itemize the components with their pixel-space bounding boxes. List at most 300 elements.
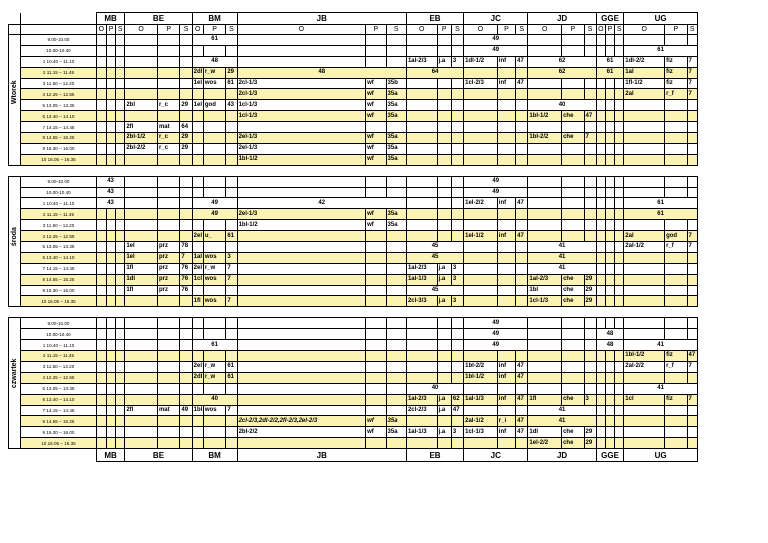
schedule-cell [237, 351, 366, 362]
footer-gge: GGE [596, 449, 624, 462]
schedule-cell: 49 [464, 318, 528, 329]
schedule-cell [615, 394, 624, 405]
schedule-cell: 61 [192, 35, 237, 46]
schedule-cell [157, 318, 179, 329]
schedule-cell: 2el-1/3 [237, 209, 366, 220]
schedule-cell [366, 394, 386, 405]
schedule-cell: 1bl-1/2 [237, 154, 366, 165]
schedule-cell [237, 405, 366, 416]
schedule-cell: 62 [528, 56, 596, 67]
schedule-cell: 7 [226, 274, 237, 285]
schedule-cell: 7 [687, 361, 697, 372]
time-slot: 3 11.50 – 12.20 [21, 78, 97, 89]
schedule-cell [116, 100, 125, 111]
schedule-cell [596, 372, 605, 383]
schedule-cell: 2el [192, 263, 203, 274]
schedule-cell [157, 438, 179, 449]
schedule-cell [624, 274, 665, 285]
schedule-cell [497, 383, 515, 394]
schedule-cell [157, 45, 179, 56]
schedule-cell: 47 [584, 111, 596, 122]
schedule-cell [96, 100, 106, 111]
schedule-cell [615, 285, 624, 296]
schedule-cell [516, 296, 528, 307]
schedule-cell [596, 416, 605, 427]
schedule-cell [605, 231, 614, 242]
schedule-cell [157, 220, 179, 231]
schedule-cell [192, 143, 203, 154]
col-bm: BM [192, 13, 237, 25]
schedule-cell [605, 89, 614, 100]
schedule-cell [464, 263, 498, 274]
schedule-cell [237, 296, 366, 307]
schedule-cell: 2bl [125, 100, 158, 111]
schedule-cell: O [406, 25, 437, 35]
schedule-cell [615, 361, 624, 372]
schedule-cell [437, 111, 451, 122]
col-be: BE [125, 13, 192, 25]
schedule-cell [596, 351, 605, 362]
schedule-cell [180, 340, 192, 351]
schedule-cell [605, 154, 614, 165]
schedule-cell [516, 263, 528, 274]
schedule-cell [237, 372, 366, 383]
schedule-cell [437, 351, 451, 362]
schedule-cell [562, 143, 584, 154]
time-slot: 9.00-10.00 [21, 176, 97, 187]
schedule-cell: inf [497, 231, 515, 242]
schedule-cell [615, 176, 624, 187]
schedule-cell [125, 35, 158, 46]
schedule-cell [157, 394, 179, 405]
schedule-cell [157, 340, 179, 351]
schedule-cell [226, 133, 237, 144]
schedule-cell [157, 35, 179, 46]
schedule-cell: 1al-1/3 [464, 394, 498, 405]
footer-eb: EB [406, 449, 463, 462]
schedule-cell [516, 252, 528, 263]
schedule-cell: inf [497, 56, 515, 67]
schedule-cell [180, 438, 192, 449]
schedule-cell: r_f [665, 89, 687, 100]
schedule-cell [96, 242, 106, 253]
schedule-cell: 3 [226, 252, 237, 263]
schedule-cell: 64 [406, 67, 463, 78]
schedule-cell: 35a [386, 416, 406, 427]
schedule-cell [596, 242, 605, 253]
schedule-cell [226, 176, 237, 187]
schedule-cell [237, 263, 366, 274]
schedule-cell [125, 296, 158, 307]
schedule-cell: S [116, 25, 125, 35]
schedule-cell: 43 [96, 198, 125, 209]
schedule-cell: wf [366, 154, 386, 165]
schedule-cell: 7 [687, 242, 697, 253]
schedule-cell [687, 176, 697, 187]
schedule-cell: 61 [624, 198, 698, 209]
schedule-cell [437, 176, 451, 187]
schedule-cell [203, 220, 225, 231]
schedule-cell: 61 [624, 209, 698, 220]
schedule-cell: 1bl-1/2 [528, 111, 562, 122]
schedule-cell [180, 231, 192, 242]
time-slot: 4 12.25 – 12.55 [21, 231, 97, 242]
schedule-cell: prz [157, 242, 179, 253]
schedule-cell [366, 318, 386, 329]
schedule-cell: 41 [528, 252, 596, 263]
schedule-cell [584, 361, 596, 372]
schedule-cell [615, 143, 624, 154]
schedule-cell: 35a [386, 111, 406, 122]
schedule-cell [106, 143, 115, 154]
schedule-cell: S [687, 25, 697, 35]
schedule-cell [96, 372, 106, 383]
schedule-cell [497, 100, 515, 111]
schedule-cell: S [226, 25, 237, 35]
time-slot: 10.00-10.40 [21, 45, 97, 56]
schedule-cell [451, 122, 463, 133]
schedule-cell: inf [497, 427, 515, 438]
schedule-cell [180, 372, 192, 383]
schedule-cell [386, 122, 406, 133]
schedule-cell: j.a [437, 296, 451, 307]
time-slot: 5 13.05 – 13.35 [21, 100, 97, 111]
schedule-cell: 29 [584, 427, 596, 438]
schedule-cell: 48 [596, 340, 624, 351]
time-slot: 5 13.05 – 13.35 [21, 242, 97, 253]
schedule-cell [96, 263, 106, 274]
col-ug: UG [624, 13, 698, 25]
schedule-cell: 7 [687, 89, 697, 100]
schedule-cell: fiz [665, 351, 687, 362]
schedule-cell [516, 111, 528, 122]
schedule-cell [180, 187, 192, 198]
schedule-cell [125, 329, 158, 340]
schedule-cell: inf [497, 394, 515, 405]
schedule-cell [96, 154, 106, 165]
schedule-cell [624, 154, 665, 165]
time-slot: 10 16.05 – 16.35 [21, 154, 97, 165]
schedule-cell [180, 361, 192, 372]
schedule-cell [615, 231, 624, 242]
schedule-cell [226, 122, 237, 133]
schedule-cell [157, 351, 179, 362]
schedule-cell [366, 35, 386, 46]
schedule-cell [237, 361, 366, 372]
schedule-cell [106, 329, 115, 340]
schedule-cell: 2el-1/3 [237, 133, 366, 144]
schedule-cell [464, 252, 498, 263]
schedule-cell [226, 45, 237, 56]
schedule-cell [116, 67, 125, 78]
schedule-cell [125, 154, 158, 165]
schedule-cell [386, 438, 406, 449]
schedule-cell [665, 274, 687, 285]
schedule-cell [584, 340, 596, 351]
schedule-cell [96, 340, 106, 351]
schedule-cell [237, 394, 366, 405]
schedule-cell [584, 35, 596, 46]
schedule-cell [528, 329, 562, 340]
schedule-cell [406, 198, 437, 209]
schedule-cell [96, 274, 106, 285]
schedule-cell [687, 263, 697, 274]
schedule-cell [116, 329, 125, 340]
schedule-cell [516, 154, 528, 165]
schedule-cell [116, 252, 125, 263]
schedule-cell [386, 231, 406, 242]
schedule-cell [106, 154, 115, 165]
schedule-cell: 41 [528, 263, 596, 274]
time-slot: 9.00-10.00 [21, 318, 97, 329]
schedule-cell [687, 285, 697, 296]
schedule-cell [497, 122, 515, 133]
schedule-cell: wf [366, 100, 386, 111]
schedule-cell: 1fl-1/2 [624, 78, 665, 89]
schedule-cell [451, 318, 463, 329]
schedule-cell [386, 329, 406, 340]
col-gge: GGE [596, 13, 624, 25]
schedule-cell [106, 231, 115, 242]
footer-jd: JD [528, 449, 596, 462]
schedule-cell [605, 242, 614, 253]
schedule-cell [584, 187, 596, 198]
schedule-cell [596, 89, 605, 100]
schedule-cell: 1bl-1/2 [624, 351, 665, 362]
schedule-cell [237, 318, 366, 329]
schedule-cell: 29 [180, 133, 192, 144]
schedule-cell [203, 416, 225, 427]
schedule-cell [624, 318, 665, 329]
schedule-cell [665, 405, 687, 416]
schedule-cell [21, 449, 97, 462]
schedule-cell [226, 416, 237, 427]
schedule-cell: 2cl-2/3,2dl-2/2,2fl-2/3,2el-2/3 [237, 416, 366, 427]
schedule-cell [406, 372, 437, 383]
schedule-cell [192, 187, 203, 198]
schedule-cell: 1bl-2/2 [464, 361, 498, 372]
schedule-cell [386, 351, 406, 362]
schedule-cell [203, 176, 225, 187]
schedule-cell [9, 165, 698, 176]
schedule-cell: 35a [386, 143, 406, 154]
schedule-cell [406, 45, 437, 56]
schedule-cell [116, 220, 125, 231]
schedule-cell: 1al-2/3 [406, 263, 437, 274]
schedule-cell [596, 100, 605, 111]
schedule-cell [96, 394, 106, 405]
schedule-cell [386, 318, 406, 329]
schedule-cell: 2bl-1/2 [125, 133, 158, 144]
schedule-cell [237, 187, 366, 198]
schedule-cell [96, 89, 106, 100]
schedule-cell: 2al-1/2 [464, 416, 498, 427]
schedule-cell [687, 438, 697, 449]
schedule-cell [116, 231, 125, 242]
schedule-cell [226, 318, 237, 329]
schedule-cell [106, 242, 115, 253]
schedule-cell [451, 198, 463, 209]
schedule-cell [624, 252, 665, 263]
schedule-cell: P [366, 25, 386, 35]
schedule-cell [437, 340, 451, 351]
schedule-cell [665, 111, 687, 122]
schedule-cell [687, 405, 697, 416]
schedule-cell [125, 111, 158, 122]
schedule-cell [665, 187, 687, 198]
schedule-cell [437, 154, 451, 165]
schedule-cell [116, 89, 125, 100]
schedule-cell [96, 405, 106, 416]
schedule-cell: 49 [464, 340, 528, 351]
schedule-cell [406, 176, 437, 187]
schedule-cell [157, 176, 179, 187]
schedule-cell [192, 438, 203, 449]
schedule-cell: 7 [584, 133, 596, 144]
schedule-cell: 61 [226, 231, 237, 242]
schedule-cell: O [624, 25, 665, 35]
schedule-cell [406, 416, 437, 427]
schedule-cell: 62 [451, 394, 463, 405]
schedule-cell [226, 438, 237, 449]
schedule-cell [106, 274, 115, 285]
schedule-cell [451, 154, 463, 165]
time-slot: 10 16.05 – 16.35 [21, 438, 97, 449]
schedule-cell [437, 133, 451, 144]
schedule-cell: wf [366, 89, 386, 100]
schedule-cell: r_w [203, 372, 225, 383]
schedule-cell [562, 154, 584, 165]
schedule-cell [687, 100, 697, 111]
schedule-cell [497, 405, 515, 416]
schedule-cell [386, 252, 406, 263]
time-slot: 1 10.40 – 11.10 [21, 198, 97, 209]
schedule-cell [116, 154, 125, 165]
schedule-cell [96, 416, 106, 427]
schedule-cell [615, 427, 624, 438]
schedule-cell: 1bl-1/2 [464, 372, 498, 383]
schedule-cell [687, 143, 697, 154]
schedule-cell [516, 351, 528, 362]
time-slot: 8 14.55 – 15.25 [21, 274, 97, 285]
schedule-cell [464, 111, 498, 122]
schedule-cell: 2fl [125, 122, 158, 133]
schedule-cell: inf [497, 78, 515, 89]
schedule-cell [116, 263, 125, 274]
schedule-cell [562, 198, 584, 209]
schedule-cell [237, 231, 366, 242]
schedule-cell [106, 45, 115, 56]
schedule-cell: 1cl [624, 394, 665, 405]
schedule-cell: 61 [624, 45, 698, 56]
schedule-cell: O [192, 25, 203, 35]
schedule-cell [116, 111, 125, 122]
schedule-cell [437, 372, 451, 383]
schedule-cell [605, 45, 614, 56]
schedule-cell: 1al-2/3 [528, 274, 562, 285]
schedule-cell [96, 252, 106, 263]
schedule-cell [366, 438, 386, 449]
schedule-cell: 1dl [125, 274, 158, 285]
schedule-cell [386, 35, 406, 46]
schedule-cell: 76 [180, 263, 192, 274]
schedule-cell: che [562, 427, 584, 438]
schedule-cell [665, 252, 687, 263]
timetable [8, 12, 698, 462]
schedule-cell [116, 372, 125, 383]
schedule-cell [157, 231, 179, 242]
schedule-cell: 7 [180, 252, 192, 263]
schedule-cell: wf [366, 416, 386, 427]
schedule-cell [96, 143, 106, 154]
schedule-cell [605, 209, 614, 220]
schedule-cell [226, 143, 237, 154]
schedule-cell: 47 [516, 78, 528, 89]
schedule-cell [497, 143, 515, 154]
schedule-cell: 76 [180, 274, 192, 285]
schedule-cell: r_i [497, 416, 515, 427]
schedule-cell [451, 220, 463, 231]
schedule-cell: 48 [237, 67, 406, 78]
schedule-cell: 47 [516, 394, 528, 405]
schedule-cell: god [665, 231, 687, 242]
schedule-cell [116, 78, 125, 89]
schedule-cell: che [562, 394, 584, 405]
schedule-cell [406, 154, 437, 165]
time-slot: 3 11.50 – 12.20 [21, 361, 97, 372]
schedule-cell: 7 [687, 394, 697, 405]
schedule-cell [406, 122, 437, 133]
schedule-cell [687, 416, 697, 427]
schedule-cell [116, 416, 125, 427]
schedule-cell: prz [157, 274, 179, 285]
schedule-cell [437, 361, 451, 372]
schedule-cell [516, 209, 528, 220]
schedule-cell [157, 89, 179, 100]
schedule-cell [406, 143, 437, 154]
time-slot: 10.00-10.40 [21, 329, 97, 340]
schedule-cell [615, 252, 624, 263]
schedule-cell [157, 329, 179, 340]
schedule-cell [96, 209, 106, 220]
schedule-cell [605, 35, 614, 46]
schedule-cell [125, 187, 158, 198]
schedule-cell [157, 111, 179, 122]
schedule-cell: O [125, 25, 158, 35]
schedule-cell: 29 [584, 296, 596, 307]
schedule-cell [528, 361, 562, 372]
schedule-cell: 35a [386, 100, 406, 111]
schedule-cell [605, 143, 614, 154]
schedule-cell: 61 [596, 67, 624, 78]
schedule-cell [106, 318, 115, 329]
schedule-cell [157, 209, 179, 220]
schedule-cell [366, 231, 386, 242]
schedule-cell [605, 176, 614, 187]
schedule-cell [125, 372, 158, 383]
schedule-cell [106, 372, 115, 383]
col-jb: JB [237, 13, 406, 25]
schedule-cell: 35a [386, 427, 406, 438]
schedule-cell [584, 176, 596, 187]
schedule-cell: 41 [528, 416, 596, 427]
schedule-cell: che [562, 285, 584, 296]
schedule-cell [584, 231, 596, 242]
schedule-cell [106, 438, 115, 449]
schedule-cell: O [464, 25, 498, 35]
schedule-cell [451, 187, 463, 198]
schedule-cell: 43 [96, 187, 125, 198]
